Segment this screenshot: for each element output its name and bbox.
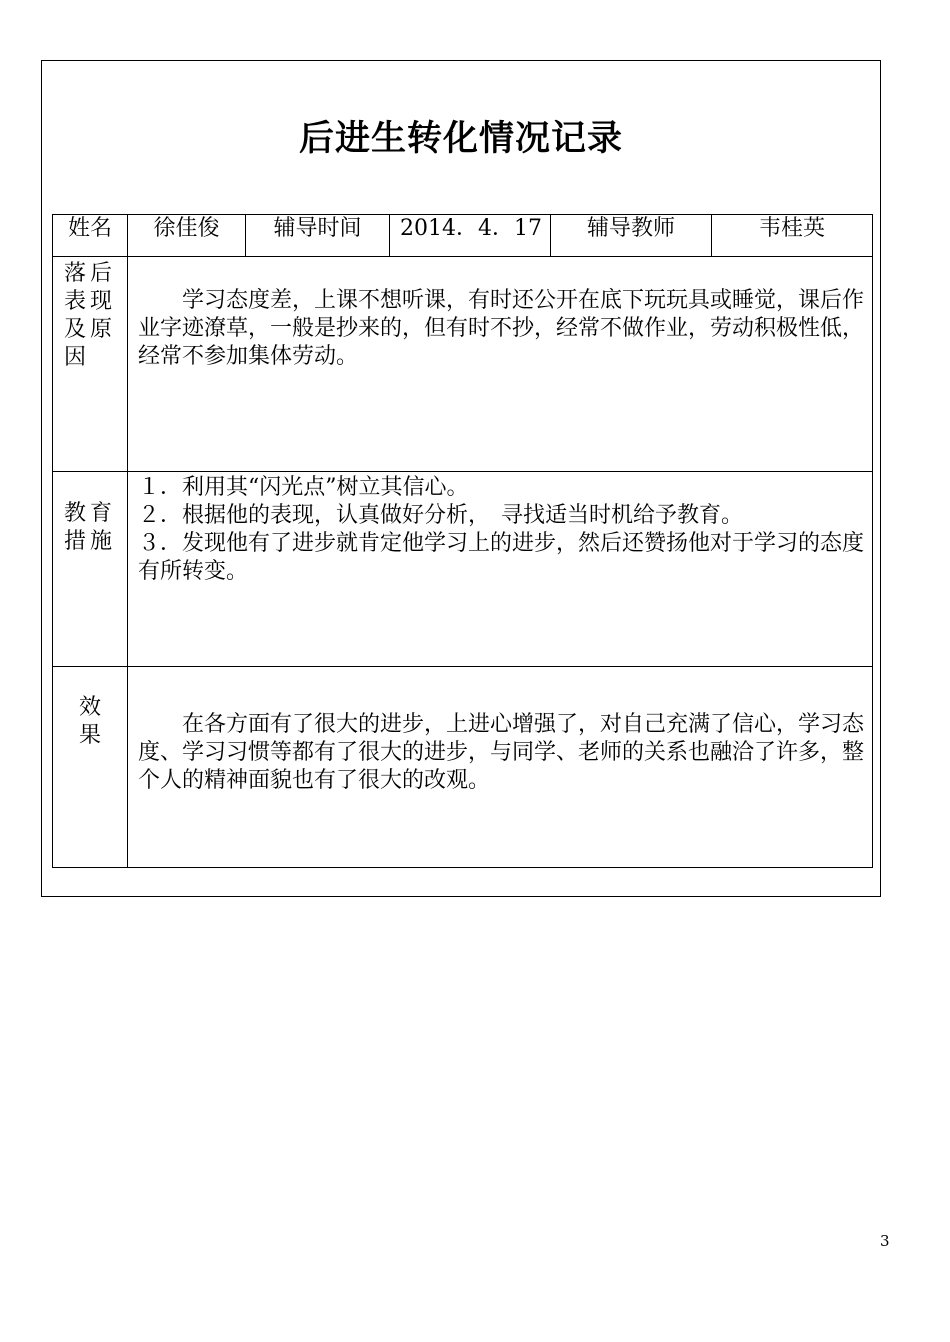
effect-label: 效 果 [53,667,128,868]
behind-label: 落后 表现 及原 因 [53,257,128,472]
name-value: 徐佳俊 [128,215,246,257]
measures-row [53,472,873,667]
time-label: 辅导时间 [246,215,390,257]
page-number: 3 [880,1232,890,1250]
teacher-value: 韦桂英 [712,215,873,257]
measure-item: ３．发现他有了进步就肯定他学习上的进步，然后还赞扬他对于学习的态度有所转变。 [138,531,865,584]
behind-row [53,257,873,472]
effect-text: 在各方面有了很大的进步，上进心增强了，对自己充满了信心，学习态度、学习习惯等都有了很大的进步，与同学、老师的关系也融洽了许多，整个人的精神面貌也有了很大的改观。 [138,712,865,793]
page-title: 后进生转化情况记录 [298,119,623,159]
behind-content [128,257,873,472]
measure-item: １．利用其“闪光点”树立其信心。 [138,475,469,500]
teacher-label: 辅导教师 [551,215,712,257]
time-value: 2014．4．17 [390,215,551,257]
record-table [52,214,873,868]
behind-text: 学习态度差，上课不想听课，有时还公开在底下玩玩具或睡觉，课后作业字迹潦草，一般是抄来的，但有时不抄，经常不做作业，劳动积极性低，经常不参加集体劳动。 [138,288,865,369]
effect-content [128,667,873,868]
measures-label: 教育 措施 [53,472,128,667]
name-label: 姓名 [53,215,128,257]
measure-item: ２．根据他的表现，认真做好分析， 寻找适当时机给予教育。 [138,503,744,528]
measures-content [128,472,873,667]
effect-row [53,667,873,868]
header-row [53,215,873,257]
